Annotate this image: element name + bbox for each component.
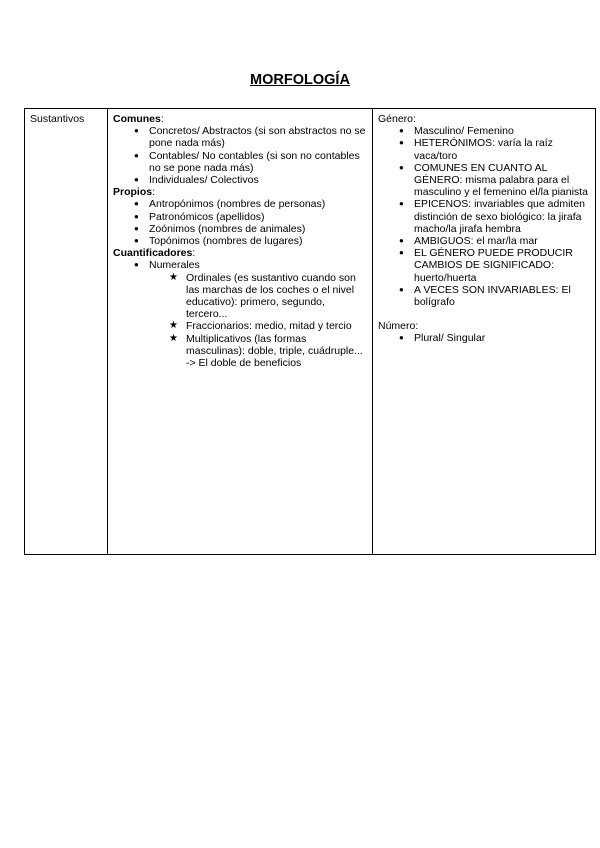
morphology-table <box>24 108 596 555</box>
list-item: ● A VECES SON INVARIABLES: El bolígrafo <box>378 284 590 308</box>
numerales-sublist <box>113 272 367 370</box>
list-item: ● Concretos/ Abstractos (si son abstractos no se pone nada más) <box>113 125 367 149</box>
spacer <box>378 308 590 320</box>
list-item: ● AMBIGUOS: el mar/la mar <box>378 235 590 247</box>
row-label-cell <box>25 109 108 555</box>
list-item: ● Masculino/ Femenino <box>378 125 590 137</box>
propios-list <box>113 198 367 247</box>
list-item: ● HETERÓNIMOS: varía la raíz vaca/toro <box>378 137 590 161</box>
sublist-item: ★ Multiplicativos (las formas masculinas): doble, triple, cuádruple... -> El doble de beneficios <box>149 333 367 370</box>
classification-cell <box>108 109 373 555</box>
list-item: ● Zoónimos (nombres de animales) <box>113 223 367 235</box>
numero-list <box>378 332 590 344</box>
list-item: ● Contables/ No contables (si son no contables no se pone nada más) <box>113 150 367 174</box>
table-row <box>25 109 596 555</box>
sublist-item: ★ Fraccionarios: medio, mitad y tercio <box>149 320 367 332</box>
comunes-heading: Comunes: <box>113 113 164 125</box>
propios-heading: Propios: <box>113 186 156 199</box>
row-label: Sustantivos <box>30 113 85 125</box>
list-item: ● Plural/ Singular <box>378 332 590 344</box>
sublist-item: ★ Ordinales (es sustantivo cuando son las marchas de los coches o el nivel educativo): primero, segundo, tercero... <box>149 272 367 321</box>
list-item: ● Individuales/ Colectivos <box>113 174 367 186</box>
list-item: ● EL GÉNERO PUEDE PRODUCIR CAMBIOS DE SIGNIFICADO: huerto/huerta <box>378 247 590 284</box>
page-title: MORFOLOGÍA <box>250 72 350 88</box>
comunes-list <box>113 125 367 186</box>
gender-number-cell <box>373 109 596 555</box>
list-item: ● Patronómicos (apellidos) <box>113 211 367 223</box>
genero-list <box>378 125 590 308</box>
numero-heading: Número: <box>378 320 419 333</box>
list-item: ● EPICENOS: invariables que admiten distinción de sexo biológico: la jirafa macho/la jirafa hembra <box>378 198 590 235</box>
list-item: ● COMUNES EN CUANTO AL GÉNERO: misma palabra para el masculino y el femenino el/la pianista <box>378 162 590 199</box>
genero-heading: Género: <box>378 113 416 125</box>
list-item: ● Antropónimos (nombres de personas) <box>113 198 367 210</box>
cuantificadores-list <box>113 259 367 271</box>
list-item: ● Numerales <box>113 259 367 271</box>
cuantificadores-heading: Cuantificadores: <box>113 247 196 260</box>
list-item: ● Topónimos (nombres de lugares) <box>113 235 367 247</box>
